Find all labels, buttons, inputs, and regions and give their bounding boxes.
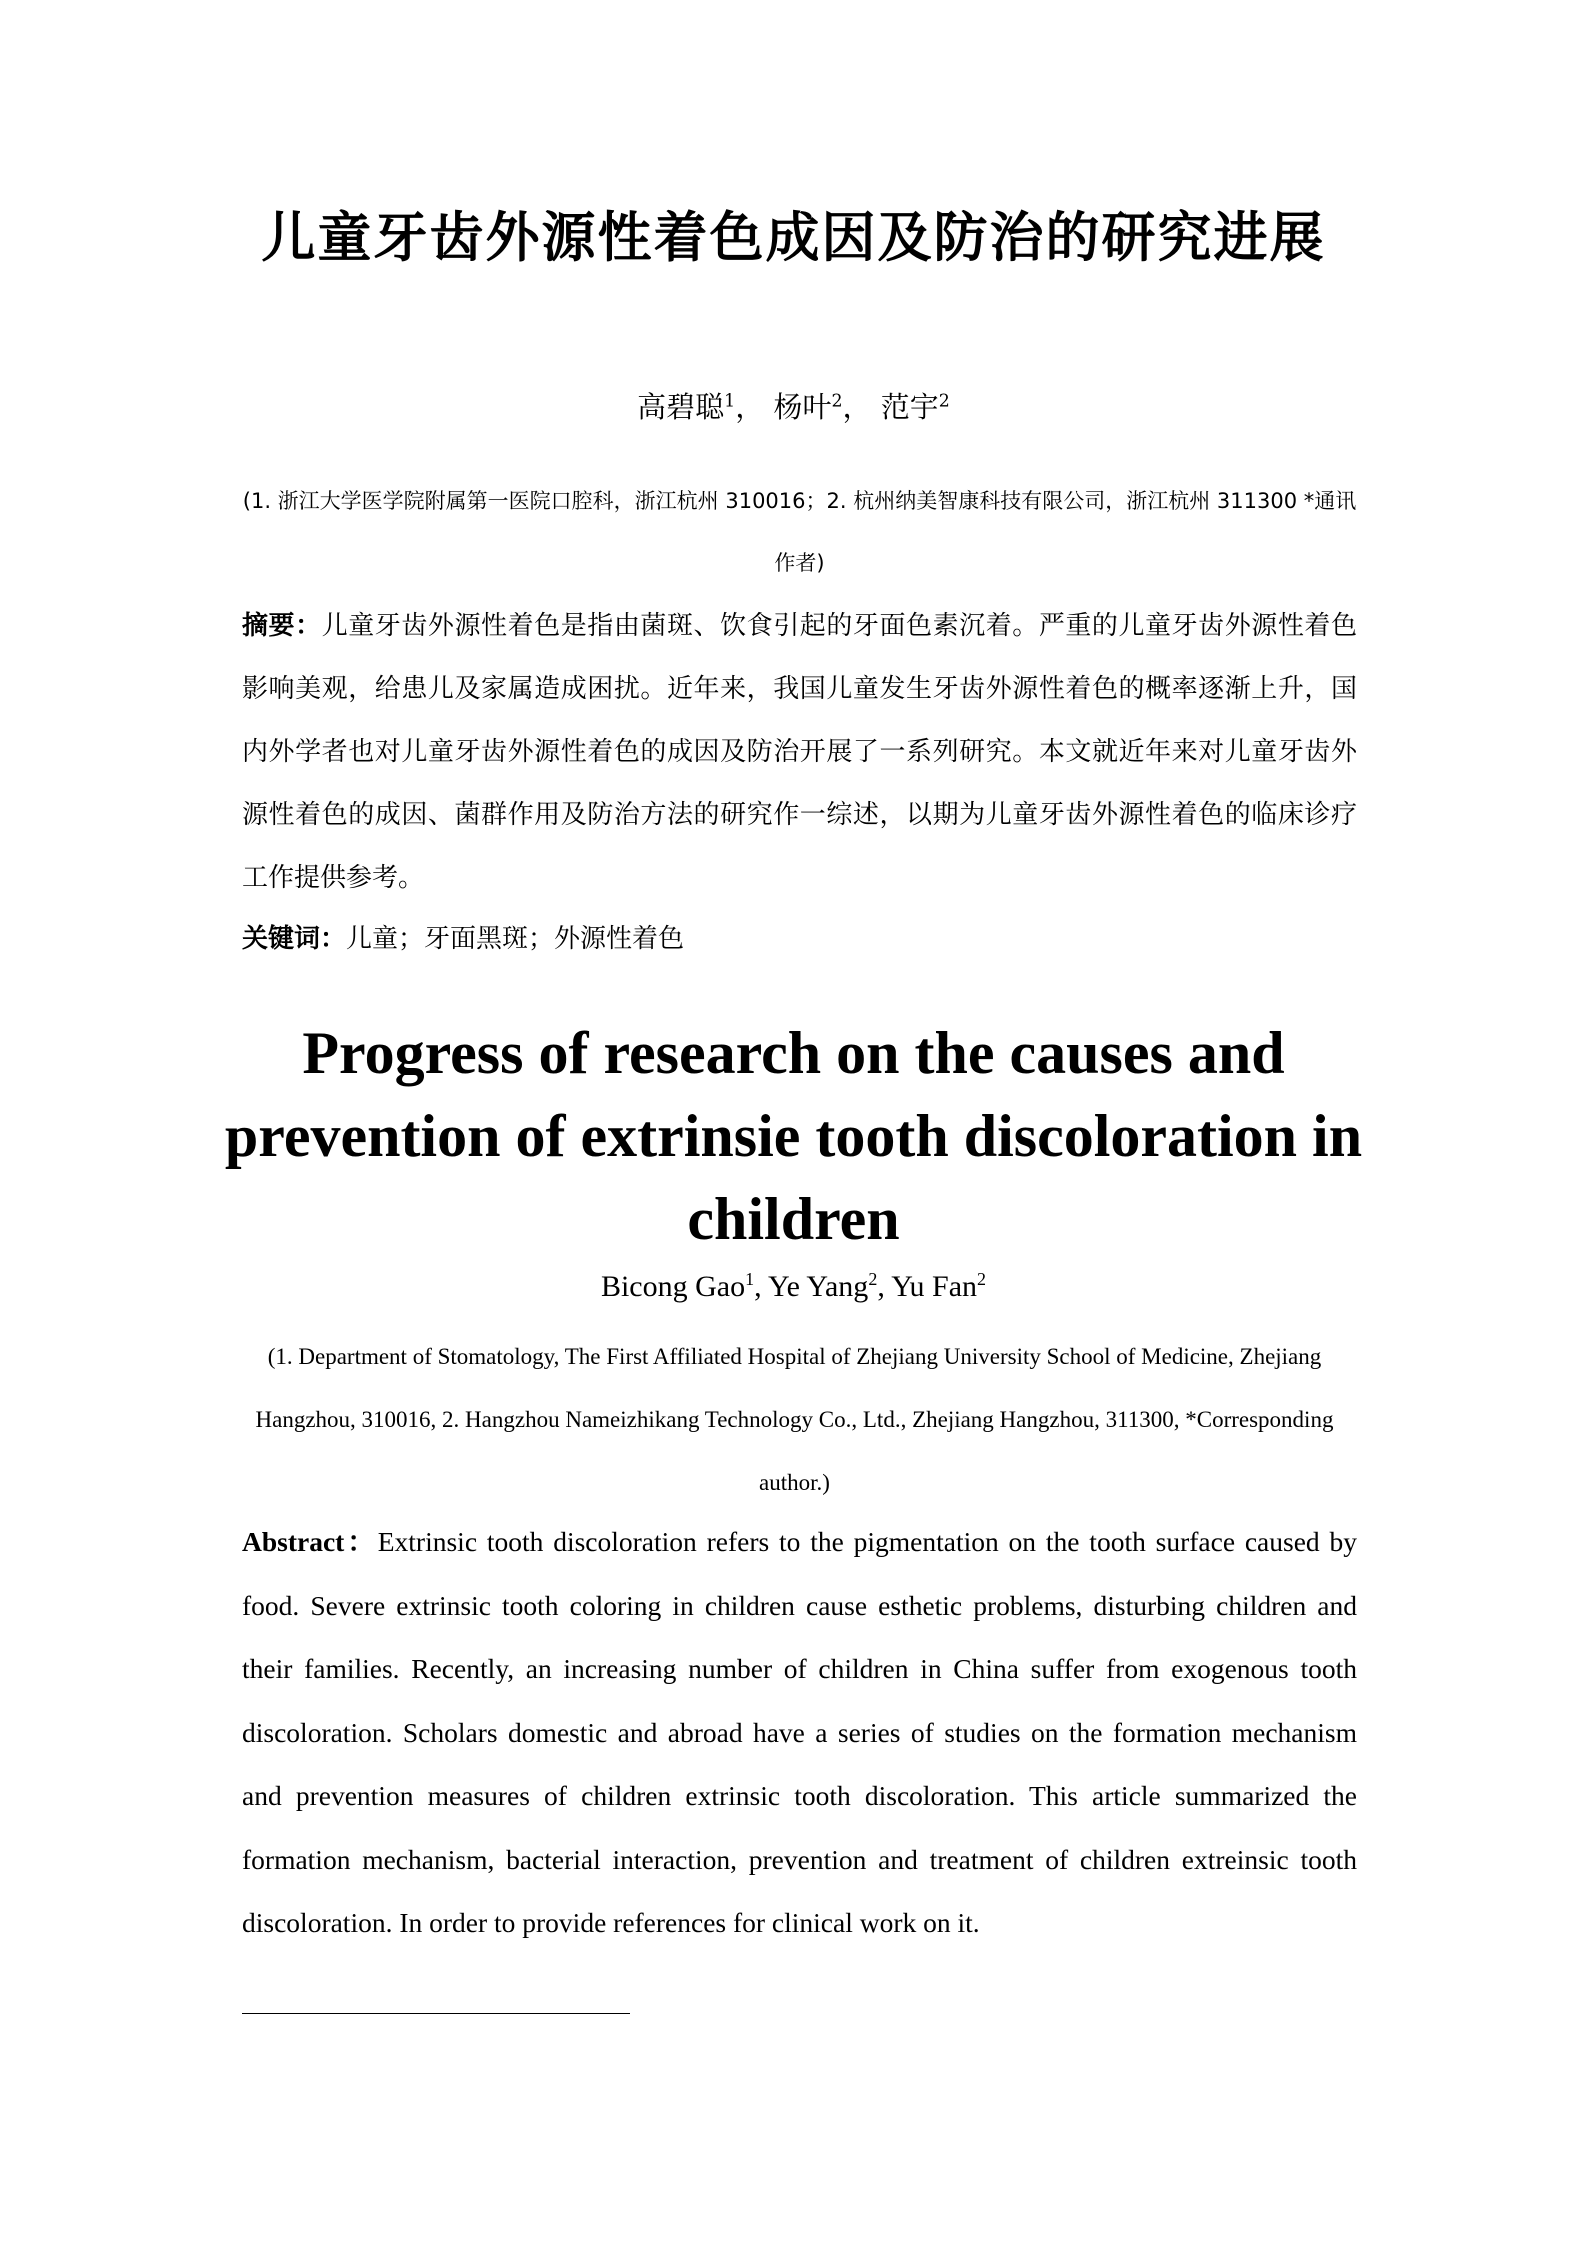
chinese-keywords-label: 关键词：	[242, 924, 347, 954]
author-name: Bicong Gao	[600, 1270, 746, 1303]
author-affiliation-mark: 2	[868, 1269, 878, 1289]
chinese-abstract	[242, 595, 1357, 910]
author-separator: ，	[735, 390, 765, 424]
author-separator: ,	[754, 1270, 768, 1303]
author-name: Yu Fan	[891, 1270, 978, 1303]
english-title: Progress of research on the causes and prevention of extrinsie tooth discoloration in children	[224, 1020, 1363, 1252]
chinese-keywords-text: 儿童；牙面黑斑；外源性着色	[346, 924, 685, 954]
author-name: 范宇	[880, 390, 939, 424]
chinese-abstract-label: 摘要：	[242, 611, 322, 641]
author-name: Ye Yang	[767, 1270, 869, 1303]
english-abstract-label: Abstract：	[242, 1526, 378, 1557]
author-affiliation-mark: 2	[831, 391, 843, 412]
footnote-divider	[242, 2013, 630, 2014]
chinese-keywords	[242, 908, 1357, 971]
chinese-affiliation: (1. 浙江大学医学院附属第一医院口腔科，浙江杭州 310016；2. 杭州纳美智康科技有限公司，浙江杭州 311300 *通讯作者)	[242, 489, 1357, 575]
english-affiliation: (1. Department of Stomatology, The First Affiliated Hospital of Zhejiang University School of Medicine, Zhejiang Hangzhou, 310016, 2. Hangzhou Nameizhikang Technology Co., Ltd., Zhejiang Hangzhou, 311300, *Corresponding author.)	[255, 1344, 1334, 1495]
author-name: 高碧聪	[637, 390, 725, 424]
author-separator: ，	[842, 390, 872, 424]
author-affiliation-mark: 1	[745, 1269, 755, 1289]
english-abstract	[242, 1510, 1357, 1955]
chinese-title: 儿童牙齿外源性着色成因及防治的研究进展	[261, 206, 1326, 269]
author-affiliation-mark: 2	[938, 391, 950, 412]
chinese-abstract-text: 儿童牙齿外源性着色是指由菌斑、饮食引起的牙面色素沉着。严重的儿童牙齿外源性着色影响美观，给患儿及家属造成困扰。近年来，我国儿童发生牙齿外源性着色的概率逐渐上升，国内外学者也对儿童牙齿外源性着色的成因及防治开展了一系列研究。本文就近年来对儿童牙齿外源性着色的成因、菌群作用及防治方法的研究作一综述，以期为儿童牙齿外源性着色的临床诊疗工作提供参考。	[242, 611, 1357, 893]
english-authors	[240, 1270, 1347, 1304]
author-affiliation-mark: 1	[724, 391, 736, 412]
chinese-authors	[240, 385, 1347, 426]
english-abstract-text: Extrinsic tooth discoloration refers to the pigmentation on the tooth surface caused by food. Severe extrinsic tooth coloring in children cause esthetic problems, disturbing children and their families. Recently, an increasing number of children in China suffer from exogenous tooth discoloration. Scholars domestic and abroad have a series of studies on the formation mechanism and prevention measures of children extrinsic tooth discoloration. This article summarized the formation mechanism, bacterial interaction, prevention and treatment of children extreinsic tooth discoloration. In order to provide references for clinical work on it.	[242, 1526, 1357, 1938]
author-affiliation-mark: 2	[977, 1269, 987, 1289]
author-name: 杨叶	[773, 390, 832, 424]
author-separator: ,	[877, 1270, 892, 1303]
